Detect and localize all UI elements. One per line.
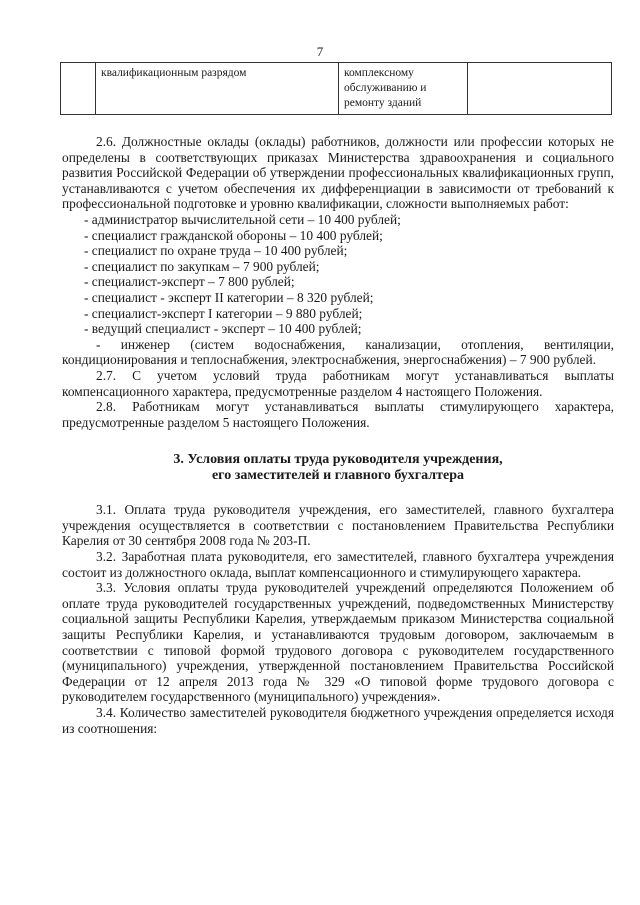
table-row — [61, 63, 612, 115]
table-cell — [61, 63, 96, 115]
section-3-heading-line1: 3. Условия оплаты труда руководителя учреждения, — [173, 452, 503, 468]
page-number: 7 — [316, 44, 324, 59]
paragraph-2-6: 2.6. Должностные оклады (оклады) работников, должности или профессии которых не определены в соответствующих приказах Министерства здравоохранения и социального развития Российской Федерации об утверждении профессиональных квалификационных групп, устанавливаются с учетом обеспечения их дифференциации в зависимости от требований к профессиональной подготовке и уровню квалификации, сложности выполняемых работ: — [62, 134, 614, 212]
list-item: - специалист гражданской обороны – 10 400 рублей; — [84, 227, 383, 243]
paragraph-3-2: 3.2. Заработная плата руководителя, его заместителей, главного бухгалтера учреждения состоит из должностного оклада, выплат компенсационного и стимулирующего характера. — [62, 549, 614, 580]
table-cell — [468, 63, 612, 115]
paragraph-3-1: 3.1. Оплата труда руководителя учреждения, его заместителей, главного бухгалтера учреждения осуществляется в соответствии с постановлением Правительства Республики Карелия от 30 сентября 2008 года № 203-П. — [62, 502, 614, 549]
table-cell-duties — [339, 63, 468, 115]
list-item: - ведущий специалист - эксперт – 10 400 рублей; — [84, 321, 362, 337]
section-3-heading — [62, 452, 614, 484]
cell-line: комплексному — [344, 67, 414, 79]
list-item: - специалист по охране труда – 10 400 рублей; — [84, 243, 348, 259]
cell-line: ремонту зданий — [344, 97, 422, 109]
document-body — [62, 134, 614, 736]
list-item: - специалист-эксперт I категории – 9 880 рублей; — [84, 305, 363, 321]
paragraph-2-8: 2.8. Работникам могут устанавливаться выплаты стимулирующего характера, предусмотренные разделом 5 настоящего Положения. — [62, 399, 614, 430]
cell-line: обслуживанию и — [344, 82, 427, 94]
paragraph-2-7: 2.7. С учетом условий труда работникам могут устанавливаться выплаты компенсационного характера, предусмотренные разделом 4 настоящего Положения. — [62, 367, 614, 399]
continuation-table — [60, 62, 612, 115]
list-item: - специалист - эксперт II категории – 8 320 рублей; — [84, 289, 374, 305]
paragraph-3-3: 3.3. Условия оплаты труда руководителей учреждений определяются Положением об оплате труда руководителей государственных учреждений, подведомственных Министерству социальной защиты Республики Карелия, утверждаемым приказом Министерства социальной защиты Республики Карелия, и устанавливаются трудовым договором, заключаемым в соответствии с типовой формой трудового договора с руководителем государственного (муниципального) учреждения, утвержденной постановлением Правительства Российской Федерации от 12 апреля 2013 года № 329 «О типовой форме трудового договора с руководителем государственного (муниципального) учреждения». — [62, 580, 614, 705]
list-item: - специалист-эксперт – 7 800 рублей; — [84, 274, 295, 290]
paragraph-3-4: 3.4. Количество заместителей руководителя бюджетного учреждения определяется исходя из соотношения: — [62, 705, 614, 736]
list-item-engineer: - инженер (систем водоснабжения, канализации, отопления, вентиляции, кондиционирования и теплоснабжения, электроснабжения, энергоснабжения) – 7 900 рублей. — [62, 336, 614, 368]
list-item: - специалист по закупкам – 7 900 рублей; — [84, 258, 320, 274]
list-item: - администратор вычислительной сети – 10 400 рублей; — [84, 211, 401, 227]
table-cell-qualification: квалификационным разрядом — [96, 63, 339, 115]
section-3-heading-line2: его заместителей и главного бухгалтера — [211, 468, 465, 484]
